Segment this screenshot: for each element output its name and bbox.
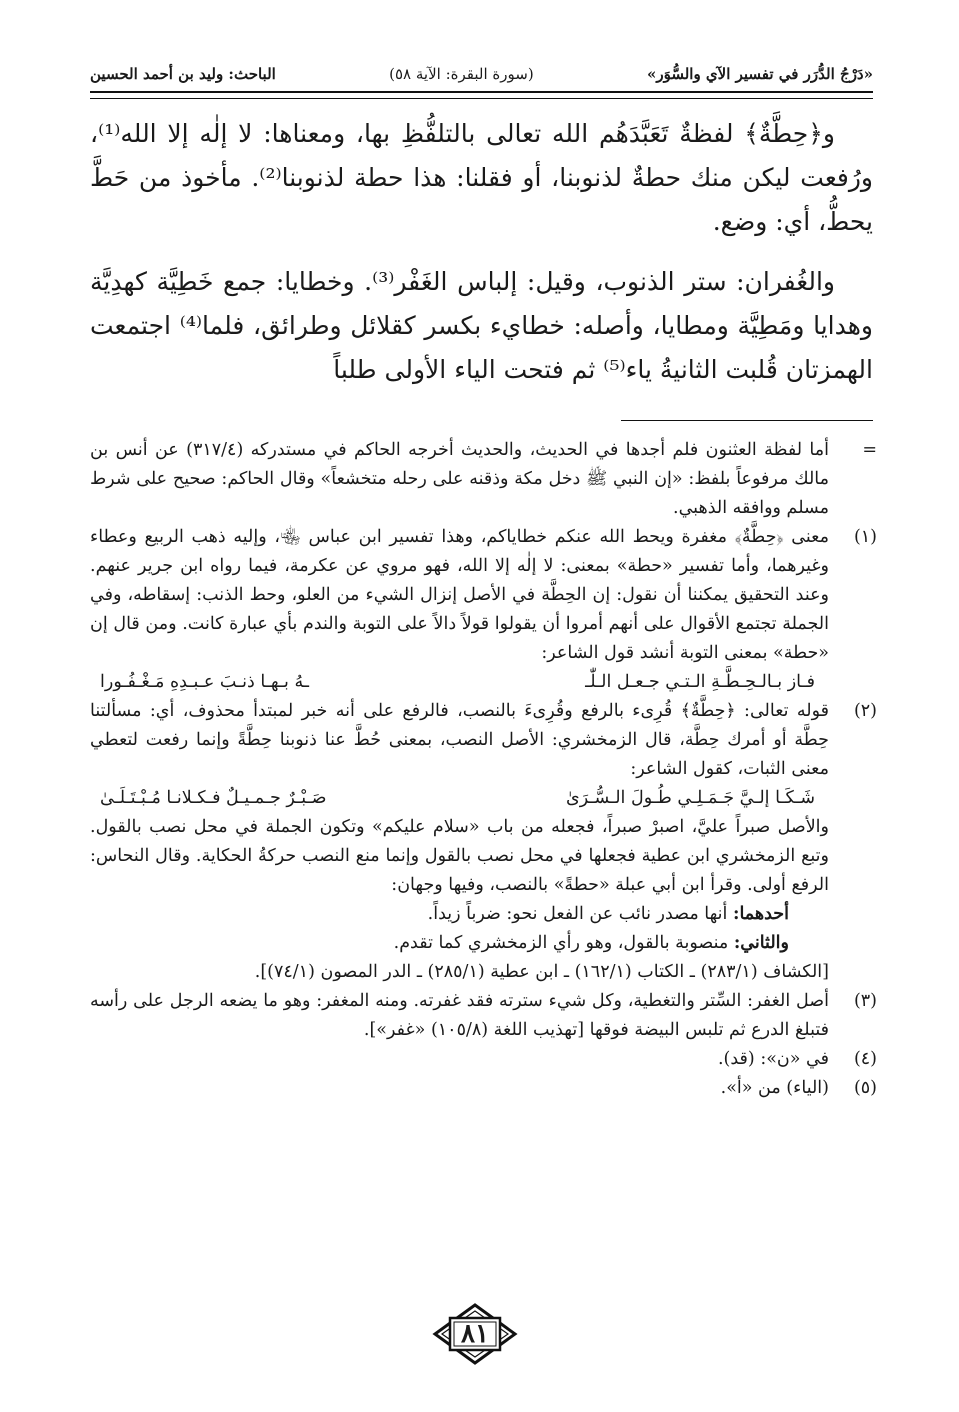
page-number-emblem: [432, 1302, 518, 1366]
main-paragraph-1: و﴿حِطَّةٌ﴾ لفظةٌ تَعَبَّدَهُم الله تعالى بالتلفُّظِ بها، ومعناها: لا إلٰه إلا الله⁽¹⁾، ورُفعت ليكن منك حطةٌ لذنوبنا، أو فقلنا: هذا حطة لذنوبنا⁽²⁾. مأخوذ من حَطَّ يحطُّ، أي: وضع.: [90, 119, 873, 236]
header-surah-reference: (سورة البقرة: الآية ٥٨): [389, 65, 534, 83]
footnote-continuation-marker: =: [862, 440, 877, 460]
footnote-2-second-text: منصوبة بالقول، وهو رأي الزمخشري كما تقدم.: [393, 933, 734, 953]
footnote-3-text: أصل الغفر: السِّتر والتغطية، وكل شيء سترته فقد غفرته. ومنه المغفر: وهو ما يضعه الرجل على رأسه فتبلغ الدرع ثم تلبس البيضة فوقها [تهذيب اللغة (١٠٥/٨) «غفر»].: [90, 991, 829, 1040]
footnote-2-verse: [90, 784, 829, 813]
footnote-1-verse-second-hemistich: ـهُ بـهـا ذنـبَ عـبـدِهِ مَـغْـفُـورا: [100, 672, 309, 692]
footnote-5: [90, 1074, 877, 1103]
header-rule: [90, 91, 873, 99]
footnote-2-second-label: والثاني:: [733, 933, 789, 953]
footnote-3: [90, 987, 877, 1045]
footnote-1-verse-first-hemistich: فـاز بـالـحِـطَّـةِ الـتـي جـعـل الـلّٰـ: [585, 672, 815, 692]
footnote-2-text: قوله تعالى: ﴿حِطَّةٌ﴾ قُرِىء بالرفع وقُرِىءَ بالنصب، فالرفع على أنه خبر لمبتدأ محذوف، أي: مسألتنا حِطَّة أو أمرك حِطَّة، قال الزمخشري: الأصل النصب، بمعنى حُطَّ عنا ذنوبنا حِطَّةً وإنما رفعت لتعطي معنى الثبات، كقول الشاعر:: [90, 701, 829, 779]
footnote-separator: [621, 420, 873, 421]
footnote-2-first-aspect: [90, 900, 829, 929]
footnote-continuation-text: أما لفظة العثنون فلم أجدها في الحديث، والحديث أخرجه الحاكم في مستدركه (٣١٧/٤) عن أنس بن مالك مرفوعاً بلفظ: «إن النبي ﷺ دخل مكة وذقنه على رحله متخشعاً» وقال الحاكم: صحيح على شرط مسلم ووافقه الذهبي.: [90, 440, 829, 518]
footnote-1-text: معنى ﴿حِطَّةٌ﴾ مغفرة ويحط الله عنكم خطاياكم، وهذا تفسير ابن عباس ﵄، وإليه ذهب الربيع وعطاء وغيرهما، وأما تفسير «حطة» بمعنى: لا إلٰه إلا الله، فهو مروي عن عكرمة، فيما رواه ابن جرير عنهم. وعند التحقيق يمكننا أن نقول: إن الحِطَّة في الأصل إنزال الشيء من العلو، وحط الذنب: إسقاطه، وفي الجملة تجتمع الأقوال على أنهم أمروا أن يقولوا قولاً دالاً على التوبة والندم بأي عبارة كانت. ومن قال إن «حطة» بمعنى التوبة أنشد قول الشاعر:: [90, 527, 829, 663]
footnote-2-first-text: أنها مصدر نائب عن الفعل نحو: ضرباً زيداً.: [427, 904, 733, 924]
footnote-2: [90, 697, 877, 987]
footnote-5-number: (٥): [853, 1078, 877, 1098]
footnote-4-number: (٤): [853, 1049, 877, 1069]
footnote-4-text: في «ن»: (قد).: [717, 1049, 829, 1069]
main-text: [90, 112, 873, 408]
footnote-2-text-continued: والأصل صبراً عليَّ، اصبرْ صبراً، فجعله من باب «سلام عليكم» وتكون الجملة في محل نصب بالقول. وتبع الزمخشري ابن عطية فجعلها في محل نصب بالقول وإنما منع النصب حركةُ الحكاية. وقال النحاس: الرفع أولى. وقرأ ابن أبي عبلة «حطةً» بالنصب، وفيها وجهان:: [90, 817, 829, 895]
footnote-2-second-aspect: [90, 929, 829, 958]
footnote-continuation: [90, 436, 877, 523]
header-researcher: الباحث: وليد بن أحمد الحسين: [90, 65, 276, 83]
footnote-1: [90, 523, 877, 697]
footnote-5-text: (الياء) من «أ».: [720, 1078, 829, 1098]
footnote-1-number: (١): [853, 527, 877, 547]
footnote-2-verse-second-hemistich: صَـبْـرٌ جـمـيـلٌ فـكـلانـا مُـبْـتَـلَـىٰ: [100, 788, 327, 808]
page-number: ٨١: [461, 1319, 489, 1349]
footnotes: [90, 436, 877, 1103]
running-header: [90, 58, 873, 90]
main-paragraph-2: والغُفران: ستر الذنوب، وقيل: إلباس الغَفْر⁽³⁾. وخطايا: جمع خَطِيَّة كهدِيَّة وهدايا ومَطِيَّة ومطايا، وأصله: خطايء بكسر كقلائل وطرائق، فلما⁽⁴⁾ اجتمعت الهمزتان قُلبت الثانيةُ ياء⁽⁵⁾ ثم فتحت الياء الأولى طلباً: [90, 267, 873, 384]
footnote-1-verse: [90, 668, 829, 697]
footnote-4: [90, 1045, 877, 1074]
footnote-2-references: [الكشاف (٢٨٣/١) ـ الكتاب (١٦٢/١) ـ ابن عطية (٢٨٥/١) ـ الدر المصون (٧٤/١)].: [254, 962, 829, 982]
footnote-2-number: (٢): [853, 701, 877, 721]
header-book-title: «دَرْجُ الدُّرَر في تفسير الآي والسُّوَر»: [646, 65, 873, 83]
footnote-2-verse-first-hemistich: شَـكَـا إلـيَّ جَـمَـلِـي طُـولَ الـسُّـرَىٰ: [566, 788, 815, 808]
footnote-3-number: (٣): [853, 991, 877, 1011]
footnote-2-first-label: أحدهما:: [732, 904, 789, 924]
